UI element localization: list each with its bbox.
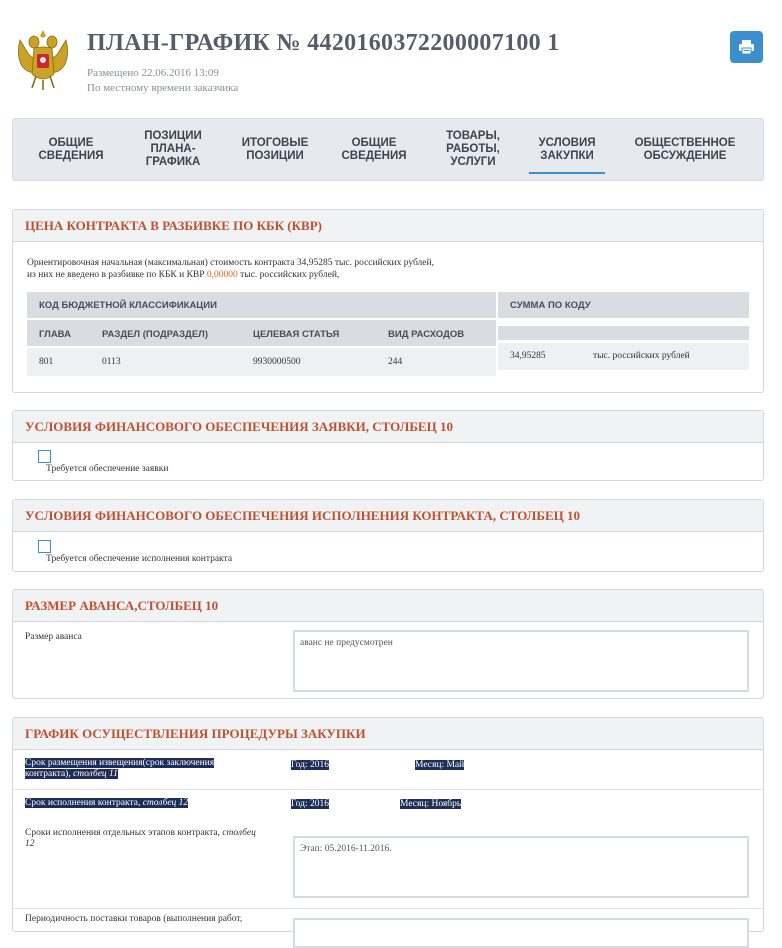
kbk-columns bbox=[27, 320, 496, 346]
delivery-frequency-field[interactable] bbox=[293, 918, 749, 948]
stages-field[interactable]: Этап: 05.2016-11.2016. bbox=[293, 836, 749, 898]
execution-month: Месяц: Ноябрь bbox=[400, 799, 462, 809]
print-button[interactable] bbox=[730, 31, 763, 63]
checkbox-label: Требуется обеспечение исполнения контракта bbox=[46, 554, 233, 564]
tab-plan-positions[interactable]: ПОЗИЦИИ ПЛАНА-ГРАФИКА bbox=[144, 130, 202, 168]
delivery-frequency-label: Периодичность поставки товаров (выполнения работ, bbox=[25, 914, 243, 924]
price-panel bbox=[12, 209, 764, 393]
section-tabs bbox=[12, 118, 764, 181]
checkbox-label: Требуется обеспечение заявки bbox=[46, 464, 169, 474]
contract-security-checkbox[interactable] bbox=[38, 540, 51, 553]
column-header: ЦЕЛЕВАЯ СТАТЬЯ bbox=[253, 329, 340, 340]
advance-panel bbox=[12, 589, 764, 699]
schedule-panel bbox=[12, 717, 764, 932]
price-line-1: Ориентировочная начальная (максимальная) стоимость контракта 34,95285 тыс. российских рублей, bbox=[27, 258, 434, 268]
bid-security-checkbox[interactable] bbox=[38, 450, 51, 463]
kbk-header: КОД БЮДЖЕТНОЙ КЛАССИФИКАЦИИ bbox=[27, 292, 496, 318]
timezone-note: По местному времени заказчика bbox=[87, 82, 239, 94]
section-title: ЦЕНА КОНТРАКТА В РАЗБИВКЕ ПО КБК (КВР) bbox=[25, 218, 323, 233]
column-header: ГЛАВА bbox=[39, 329, 71, 340]
table-row: 801 0113 9930000500 244 bbox=[27, 348, 496, 376]
price-line-2: из них не введено в разбивке по КБК и КВР 0,00000 тыс. российских рублей, bbox=[27, 270, 340, 280]
sum-subheader bbox=[498, 326, 749, 340]
tab-public-discussion[interactable]: ОБЩЕСТВЕННОЕ ОБСУЖДЕНИЕ bbox=[634, 136, 736, 162]
divider bbox=[13, 789, 763, 790]
advance-field[interactable]: аванс не предусмотрен bbox=[293, 630, 749, 692]
tab-general-info[interactable]: ОБЩИЕ СВЕДЕНИЯ bbox=[38, 136, 104, 162]
advance-label: Размер аванса bbox=[25, 632, 82, 642]
notice-month: Месяц: Май bbox=[415, 760, 465, 770]
tab-purchase-conditions[interactable]: УСЛОВИЯ ЗАКУПКИ bbox=[529, 119, 605, 180]
unallocated-value: 0,00000 bbox=[206, 270, 238, 280]
printer-icon bbox=[738, 39, 755, 55]
section-title: РАЗМЕР АВАНСА,СТОЛБЕЦ 10 bbox=[25, 598, 219, 613]
notice-year: Год: 2016 bbox=[291, 760, 329, 770]
section-title: ГРАФИК ОСУЩЕСТВЛЕНИЯ ПРОЦЕДУРЫ ЗАКУПКИ bbox=[25, 726, 366, 741]
page-header bbox=[0, 0, 782, 110]
sum-header: СУММА ПО КОДУ bbox=[498, 292, 749, 318]
contract-security-panel bbox=[12, 499, 764, 572]
column-header: ВИД РАСХОДОВ bbox=[388, 329, 465, 340]
sum-row: 34,95285 тыс. российских рублей bbox=[498, 343, 749, 370]
column-header: РАЗДЕЛ (ПОДРАЗДЕЛ) bbox=[102, 329, 208, 340]
page-title: ПЛАН-ГРАФИК № 4420160372200007100 1 bbox=[87, 30, 560, 56]
bid-security-panel bbox=[12, 410, 764, 481]
posted-date: Размещено 22.06.2016 13:09 bbox=[87, 67, 219, 79]
section-title: УСЛОВИЯ ФИНАНСОВОГО ОБЕСПЕЧЕНИЯ ЗАЯВКИ, СТОЛБЕЦ 10 bbox=[25, 419, 453, 434]
execution-term-label: Срок исполнения контракта, столбец 12 bbox=[25, 798, 189, 808]
execution-year: Год: 2016 bbox=[291, 799, 329, 809]
stages-term-label: Сроки исполнения отдельных этапов контракта, столбец 12 bbox=[25, 828, 256, 849]
section-title: УСЛОВИЯ ФИНАНСОВОГО ОБЕСПЕЧЕНИЯ ИСПОЛНЕНИЯ КОНТРАКТА, СТОЛБЕЦ 10 bbox=[25, 508, 581, 523]
notice-term-label: Срок размещения извещения(срок заключения контракта), столбец 11 bbox=[25, 758, 215, 779]
tab-general-info-2[interactable]: ОБЩИЕ СВЕДЕНИЯ bbox=[341, 136, 407, 162]
tab-total-positions[interactable]: ИТОГОВЫЕ ПОЗИЦИИ bbox=[241, 136, 309, 162]
divider bbox=[13, 908, 763, 909]
tab-goods-works-services[interactable]: ТОВАРЫ, РАБОТЫ, УСЛУГИ bbox=[446, 130, 500, 168]
coat-of-arms-icon bbox=[12, 26, 74, 92]
